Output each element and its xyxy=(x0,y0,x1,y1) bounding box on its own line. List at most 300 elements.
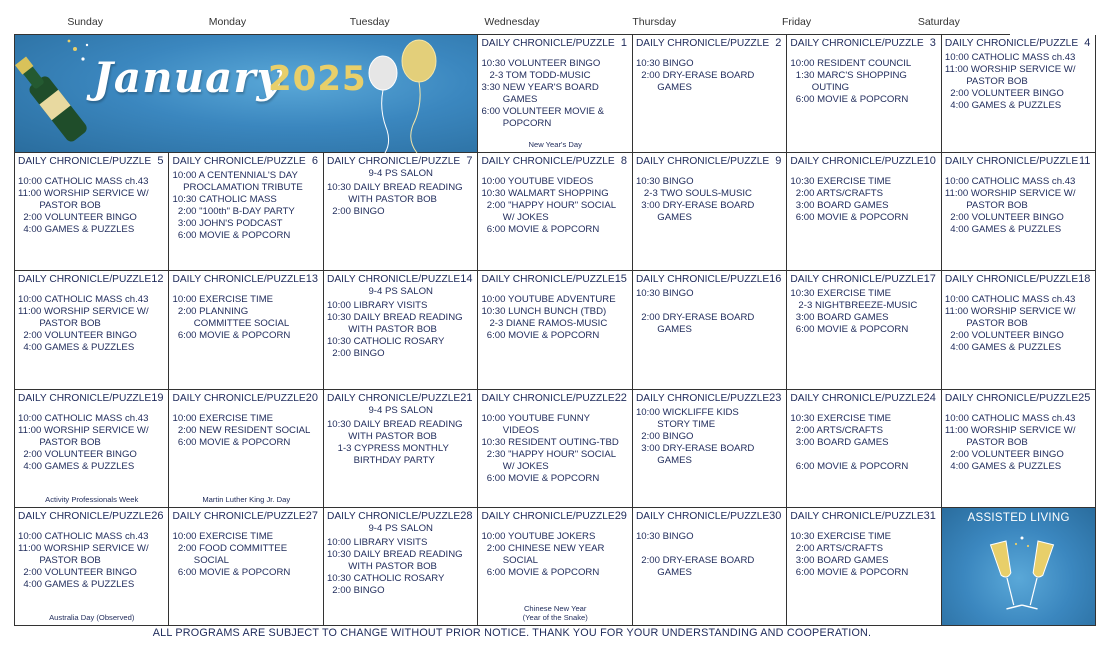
event-line: 2:00 VOLUNTEER BINGO xyxy=(18,212,137,224)
day-number: 30 xyxy=(769,509,782,522)
event-line: 10:00 WICKLIFFE KIDS xyxy=(635,406,739,418)
daily-chronicle-label: DAILY CHRONICLE/PUZZLE xyxy=(790,274,924,286)
assisted-living-label: ASSISTED LIVING xyxy=(967,511,1070,524)
day-header xyxy=(327,155,474,168)
day-number: 9 xyxy=(775,155,782,168)
event-list xyxy=(481,176,628,236)
event-line: 2:00 BINGO xyxy=(635,430,694,442)
event-line: 2:00 VOLUNTEER BINGO xyxy=(18,330,137,342)
day-cell-9 xyxy=(633,153,787,271)
event-line: 1:30 MARC'S SHOPPING xyxy=(790,70,907,81)
calendar-grid xyxy=(14,34,1091,626)
event-line: 4:00 GAMES & PUZZLES xyxy=(18,460,135,472)
event-list xyxy=(481,531,628,579)
day-cell-14 xyxy=(324,271,478,389)
event-list xyxy=(945,294,1092,354)
event-line: WITH PASTOR BOB xyxy=(326,430,437,442)
event-line: 10:00 YOUTUBE FUNNY xyxy=(481,412,591,424)
event-list xyxy=(945,52,1092,112)
champagne-bottle-icon xyxy=(15,35,95,153)
event-line: 6:00 MOVIE & POPCORN xyxy=(790,460,909,472)
event-line: 10:00 EXERCISE TIME xyxy=(172,412,274,424)
day-number: 31 xyxy=(923,509,936,522)
day-number: 23 xyxy=(769,391,782,404)
disclaimer-text: ALL PROGRAMS ARE SUBJECT TO CHANGE WITHOUT PRIOR NOTICE. THANK YOU FOR YOUR UNDERSTANDING AND COOPERATION. xyxy=(152,627,872,639)
event-line: COMMITTEE SOCIAL xyxy=(172,318,290,330)
event-line: 10:30 EXERCISE TIME xyxy=(790,530,892,542)
holiday-note-line: (Year of the Snake) xyxy=(522,612,588,622)
day-number: 15 xyxy=(614,273,627,286)
day-number: 13 xyxy=(305,273,318,286)
day-number: 1 xyxy=(620,37,627,49)
event-line: 10:30 BINGO xyxy=(635,530,694,542)
day-header xyxy=(327,273,474,286)
day-cell-12 xyxy=(15,271,169,389)
event-line: VIDEOS xyxy=(481,424,540,436)
event-line: 10:00 YOUTUBE VIDEOS xyxy=(481,176,594,188)
day-header xyxy=(790,392,937,405)
weekday-thursday: Thursday xyxy=(632,16,677,28)
event-line: 10:30 BINGO xyxy=(635,176,694,188)
event-list xyxy=(327,300,474,360)
event-line: SOCIAL xyxy=(481,554,538,566)
daily-chronicle-label: DAILY CHRONICLE/PUZZLE xyxy=(481,274,615,286)
daily-chronicle-label: DAILY CHRONICLE/PUZZLE xyxy=(944,38,1079,49)
event-line: 6:00 MOVIE & POPCORN xyxy=(172,330,291,342)
day-number: 26 xyxy=(151,509,164,522)
day-cell-30 xyxy=(633,508,787,626)
day-number: 6 xyxy=(311,155,318,168)
day-header xyxy=(18,273,165,286)
day-number: 19 xyxy=(151,391,164,404)
event-line: 10:00 CATHOLIC MASS ch.43 xyxy=(18,176,149,188)
day-header xyxy=(18,155,165,168)
event-line: 4:00 GAMES & PUZZLES xyxy=(944,342,1062,354)
event-line: 10:00 CATHOLIC MASS ch.43 xyxy=(18,412,149,424)
event-line: 11:00 WORSHIP SERVICE W/ xyxy=(18,188,149,200)
event-line: 4:00 GAMES & PUZZLES xyxy=(18,578,135,590)
event-line: 2:00 VOLUNTEER BINGO xyxy=(18,566,137,578)
event-line: 10:00 A CENTENNIAL'S DAY xyxy=(172,170,298,182)
event-line: 11:00 WORSHIP SERVICE W/ xyxy=(944,64,1076,75)
event-list xyxy=(481,58,628,130)
event-list xyxy=(790,288,937,336)
event-line: STORY TIME xyxy=(635,418,716,430)
day-number: 28 xyxy=(460,509,473,522)
event-line: GAMES xyxy=(481,94,538,105)
event-line: 10:30 EXERCISE TIME xyxy=(790,412,892,424)
event-line: 2:00 BINGO xyxy=(326,584,385,596)
holiday-note xyxy=(478,140,631,149)
event-line: 10:30 EXERCISE TIME xyxy=(790,288,892,300)
event-line: PASTOR BOB xyxy=(18,554,101,566)
day-cell-31 xyxy=(787,508,941,626)
banner-month: January xyxy=(93,53,282,102)
day-header xyxy=(790,155,937,168)
day-number: 3 xyxy=(929,37,936,49)
event-line: 11:00 WORSHIP SERVICE W/ xyxy=(18,306,149,318)
daily-chronicle-label: DAILY CHRONICLE/PUZZLE xyxy=(635,510,770,522)
event-line: PASTOR BOB xyxy=(944,436,1028,448)
daily-chronicle-label: DAILY CHRONICLE/PUZZLE xyxy=(326,392,461,404)
holiday-note xyxy=(15,495,168,504)
event-line: 6:00 MOVIE & POPCORN xyxy=(790,94,909,105)
event-line: PASTOR BOB xyxy=(18,318,101,330)
holiday-note xyxy=(478,604,631,622)
day-header xyxy=(481,273,628,286)
daily-chronicle-label: DAILY CHRONICLE/PUZZLE xyxy=(18,156,152,168)
event-line: 10:30 WALMART SHOPPING xyxy=(481,188,609,200)
event-line: 2:00 VOLUNTEER BINGO xyxy=(944,88,1064,99)
day-number: 5 xyxy=(157,155,164,168)
event-line: 2-3 NIGHTBREEZE-MUSIC xyxy=(790,300,918,312)
event-line: GAMES xyxy=(635,212,692,224)
event-line: PASTOR BOB xyxy=(944,318,1028,330)
event-line: 3:00 BOARD GAMES xyxy=(790,554,889,566)
event-list xyxy=(790,58,937,106)
event-line xyxy=(636,543,783,555)
daily-chronicle-label: DAILY CHRONICLE/PUZZLE xyxy=(172,274,306,286)
day-header xyxy=(172,392,319,405)
event-line: 4:00 GAMES & PUZZLES xyxy=(944,460,1062,472)
event-list xyxy=(18,531,165,591)
event-line: OUTING xyxy=(790,82,850,93)
day-header xyxy=(636,510,783,523)
event-line: 3:00 DRY-ERASE BOARD xyxy=(635,442,755,454)
holiday-note-line: Activity Professionals Week xyxy=(45,494,139,504)
day-number: 22 xyxy=(614,391,627,404)
event-line: 2:00 PLANNING xyxy=(172,306,249,318)
event-line: 6:00 MOVIE & POPCORN xyxy=(790,212,909,224)
event-line: 2:00 ARTS/CRAFTS xyxy=(790,188,884,200)
event-line: 4:00 GAMES & PUZZLES xyxy=(18,224,135,236)
event-line: 10:30 DAILY BREAD READING xyxy=(326,312,463,324)
event-line: 10:00 CATHOLIC MASS ch.43 xyxy=(944,176,1076,188)
event-line: GAMES xyxy=(635,324,692,336)
event-line: SOCIAL xyxy=(172,554,229,566)
weekday-monday: Monday xyxy=(208,16,247,28)
event-list xyxy=(327,419,474,467)
day-header xyxy=(18,510,165,523)
event-line: 10:00 LIBRARY VISITS xyxy=(326,300,428,312)
event-line: 2:00 FOOD COMMITTEE xyxy=(172,542,288,554)
day-cell-21 xyxy=(324,390,478,508)
weekday-sunday: Sunday xyxy=(67,16,103,28)
event-line: 10:30 LUNCH BUNCH (TBD) xyxy=(481,306,607,318)
day-cell-13 xyxy=(169,271,323,389)
day-header xyxy=(18,392,165,405)
event-line: 2:00 ARTS/CRAFTS xyxy=(790,424,884,436)
event-line: 2:00 ARTS/CRAFTS xyxy=(790,542,884,554)
event-line: BIRTHDAY PARTY xyxy=(326,454,435,466)
day-header xyxy=(636,155,783,168)
event-list xyxy=(327,537,474,597)
day-cell-26 xyxy=(15,508,169,626)
event-line: 2:00 BINGO xyxy=(326,348,385,360)
event-line: PASTOR BOB xyxy=(944,76,1028,87)
balloons-icon xyxy=(361,35,441,153)
daily-chronicle-label: DAILY CHRONICLE/PUZZLE xyxy=(18,510,152,522)
event-line: 10:30 BINGO xyxy=(635,58,694,69)
day-number: 2 xyxy=(775,37,782,49)
daily-chronicle-label: DAILY CHRONICLE/PUZZLE xyxy=(635,38,770,49)
event-line: 3:00 BOARD GAMES xyxy=(790,200,889,212)
holiday-note xyxy=(15,613,168,622)
day-header xyxy=(790,37,937,50)
event-list xyxy=(327,182,474,218)
day-cell-15 xyxy=(478,271,632,389)
event-line: 2-3 TWO SOULS-MUSIC xyxy=(635,188,752,200)
event-line: 2:00 VOLUNTEER BINGO xyxy=(944,330,1064,342)
event-line: 6:00 MOVIE & POPCORN xyxy=(172,566,291,578)
event-list xyxy=(172,294,319,342)
daily-chronicle-label: DAILY CHRONICLE/PUZZLE xyxy=(944,392,1079,404)
event-list xyxy=(636,176,783,224)
salon-note: 9-4 PS SALON xyxy=(368,168,433,180)
event-line: GAMES xyxy=(635,566,692,578)
event-line: 6:00 MOVIE & POPCORN xyxy=(172,230,291,242)
event-line: 4:00 GAMES & PUZZLES xyxy=(18,342,135,354)
holiday-note-line: Australia Day (Observed) xyxy=(49,612,135,622)
event-line: 3:00 JOHN'S PODCAST xyxy=(172,218,283,230)
day-cell-27 xyxy=(169,508,323,626)
event-line: 6:00 MOVIE & POPCORN xyxy=(481,224,600,236)
event-list xyxy=(172,413,319,449)
daily-chronicle-label: DAILY CHRONICLE/PUZZLE xyxy=(18,274,152,286)
weekday-friday: Friday xyxy=(781,16,812,28)
day-header xyxy=(636,37,783,50)
event-line: WITH PASTOR BOB xyxy=(326,324,437,336)
day-cell-4 xyxy=(942,35,1096,153)
event-list xyxy=(790,531,937,579)
day-header xyxy=(790,510,937,523)
event-line: 10:00 EXERCISE TIME xyxy=(172,530,274,542)
event-line: 2-3 TOM TODD-MUSIC xyxy=(481,70,591,81)
day-number: 29 xyxy=(614,509,627,522)
event-line xyxy=(636,300,783,312)
daily-chronicle-label: DAILY CHRONICLE/PUZZLE xyxy=(790,156,924,168)
day-header xyxy=(327,392,474,405)
event-line: 10:30 DAILY BREAD READING xyxy=(326,418,463,430)
event-line: 6:00 MOVIE & POPCORN xyxy=(481,472,600,484)
event-line: 10:30 DAILY BREAD READING xyxy=(326,548,463,560)
event-line: PASTOR BOB xyxy=(18,436,101,448)
daily-chronicle-label: DAILY CHRONICLE/PUZZLE xyxy=(481,156,615,168)
day-header xyxy=(945,155,1092,168)
holiday-note-line: Martin Luther King Jr. Day xyxy=(202,494,291,504)
day-header xyxy=(481,37,628,50)
event-line: 11:00 WORSHIP SERVICE W/ xyxy=(944,188,1076,200)
event-line: W/ JOKES xyxy=(481,212,549,224)
event-line: 11:00 WORSHIP SERVICE W/ xyxy=(18,424,149,436)
day-cell-29 xyxy=(478,508,632,626)
daily-chronicle-label: DAILY CHRONICLE/PUZZLE xyxy=(944,274,1079,286)
day-number: 4 xyxy=(1084,37,1091,49)
event-line: 10:30 EXERCISE TIME xyxy=(790,176,892,188)
daily-chronicle-label: DAILY CHRONICLE/PUZZLE xyxy=(635,156,770,168)
day-header xyxy=(636,273,783,286)
event-line: WITH PASTOR BOB xyxy=(326,560,437,572)
day-number: 25 xyxy=(1078,391,1091,404)
day-cell-11 xyxy=(942,153,1096,271)
daily-chronicle-label: DAILY CHRONICLE/PUZZLE xyxy=(172,392,306,404)
event-line: 10:00 YOUTUBE ADVENTURE xyxy=(481,294,616,306)
day-header xyxy=(790,273,937,286)
holiday-note-line: New Year's Day xyxy=(528,140,582,150)
day-number: 10 xyxy=(923,155,936,168)
day-cell-28 xyxy=(324,508,478,626)
event-line: 10:30 CATHOLIC MASS xyxy=(172,194,277,206)
event-line: 2:00 CHINESE NEW YEAR xyxy=(481,542,605,554)
event-list xyxy=(945,176,1092,236)
daily-chronicle-label: DAILY CHRONICLE/PUZZLE xyxy=(326,156,461,168)
event-line: 3:30 NEW YEAR'S BOARD xyxy=(481,82,599,93)
event-line: 11:00 WORSHIP SERVICE W/ xyxy=(18,542,149,554)
event-line: W/ JOKES xyxy=(481,460,549,472)
event-line: PROCLAMATION TRIBUTE xyxy=(172,182,303,194)
daily-chronicle-label: DAILY CHRONICLE/PUZZLE xyxy=(481,510,615,522)
day-cell-19 xyxy=(15,390,169,508)
daily-chronicle-label: DAILY CHRONICLE/PUZZLE xyxy=(790,392,924,404)
day-number: 21 xyxy=(460,391,473,404)
event-list xyxy=(790,176,937,224)
day-cell-23 xyxy=(633,390,787,508)
day-number: 8 xyxy=(620,155,627,168)
event-line: 10:30 BINGO xyxy=(635,288,694,300)
event-line: PASTOR BOB xyxy=(944,200,1028,212)
day-cell-16 xyxy=(633,271,787,389)
day-cell-2 xyxy=(633,35,787,153)
daily-chronicle-label: DAILY CHRONICLE/PUZZLE xyxy=(18,392,152,404)
event-list xyxy=(636,531,783,579)
day-cell-6 xyxy=(169,153,323,271)
event-line: 1-3 CYPRESS MONTHLY xyxy=(326,442,449,454)
day-header xyxy=(327,510,474,523)
event-line: 6:00 MOVIE & POPCORN xyxy=(790,566,909,578)
banner-year: 2025 xyxy=(268,59,367,99)
event-line: 2:00 "HAPPY HOUR" SOCIAL xyxy=(481,200,617,212)
day-cell-20 xyxy=(169,390,323,508)
daily-chronicle-label: DAILY CHRONICLE/PUZZLE xyxy=(944,156,1079,168)
holiday-note xyxy=(169,495,322,504)
day-number: 17 xyxy=(923,273,936,286)
event-line xyxy=(790,449,937,461)
assisted-living-cell xyxy=(942,508,1096,626)
event-line: 3:00 BOARD GAMES xyxy=(790,312,889,324)
event-line: 6:00 MOVIE & POPCORN xyxy=(172,436,291,448)
event-list xyxy=(18,294,165,354)
day-header xyxy=(636,392,783,405)
day-cell-25 xyxy=(942,390,1096,508)
holiday-note-line: Chinese New Year xyxy=(523,603,587,613)
event-line: 3:00 DRY-ERASE BOARD xyxy=(635,200,755,212)
day-number: 18 xyxy=(1078,273,1091,286)
event-line: GAMES xyxy=(635,454,692,466)
day-number: 11 xyxy=(1078,155,1091,168)
event-list xyxy=(636,58,783,94)
event-line: 4:00 GAMES & PUZZLES xyxy=(944,224,1062,236)
daily-chronicle-label: DAILY CHRONICLE/PUZZLE xyxy=(790,38,924,49)
event-list xyxy=(636,407,783,467)
daily-chronicle-label: DAILY CHRONICLE/PUZZLE xyxy=(481,392,615,404)
event-line: 10:00 CATHOLIC MASS ch.43 xyxy=(18,294,149,306)
day-number: 14 xyxy=(460,273,473,286)
day-cell-18 xyxy=(942,271,1096,389)
daily-chronicle-label: DAILY CHRONICLE/PUZZLE xyxy=(326,274,461,286)
day-header xyxy=(945,37,1092,50)
event-line: 10:00 CATHOLIC MASS ch.43 xyxy=(944,52,1076,63)
event-list xyxy=(172,170,319,242)
day-header xyxy=(172,510,319,523)
event-line: 2:00 DRY-ERASE BOARD xyxy=(635,312,755,324)
day-number: 24 xyxy=(923,391,936,404)
day-number: 16 xyxy=(769,273,782,286)
weekday-tuesday: Tuesday xyxy=(349,16,390,28)
event-line: 10:30 RESIDENT OUTING-TBD xyxy=(481,436,619,448)
month-banner xyxy=(15,35,478,153)
event-line: 2:00 BINGO xyxy=(326,206,385,218)
event-line: 10:30 CATHOLIC ROSARY xyxy=(326,572,445,584)
daily-chronicle-label: DAILY CHRONICLE/PUZZLE xyxy=(481,38,615,49)
event-line: 2:00 DRY-ERASE BOARD xyxy=(635,554,755,566)
event-line: 6:00 VOLUNTEER MOVIE & xyxy=(481,106,605,117)
day-header xyxy=(481,510,628,523)
salon-note: 9-4 PS SALON xyxy=(368,404,433,416)
event-line: 10:00 CATHOLIC MASS ch.43 xyxy=(944,412,1076,424)
day-header xyxy=(481,392,628,405)
event-line: 10:30 DAILY BREAD READING xyxy=(326,182,463,194)
event-line: 2:00 DRY-ERASE BOARD xyxy=(635,70,755,81)
day-cell-7 xyxy=(324,153,478,271)
event-line: 10:00 LIBRARY VISITS xyxy=(326,536,428,548)
event-line: PASTOR BOB xyxy=(18,200,101,212)
event-line: 11:00 WORSHIP SERVICE W/ xyxy=(944,424,1076,436)
event-list xyxy=(481,294,628,342)
event-list xyxy=(481,413,628,485)
day-header xyxy=(945,273,1092,286)
weekday-saturday: Saturday xyxy=(917,16,960,28)
day-number: 7 xyxy=(466,155,473,168)
daily-chronicle-label: DAILY CHRONICLE/PUZZLE xyxy=(326,510,461,522)
day-cell-10 xyxy=(787,153,941,271)
event-line: 6:00 MOVIE & POPCORN xyxy=(481,566,600,578)
day-header xyxy=(172,155,319,168)
day-cell-8 xyxy=(478,153,632,271)
day-cell-24 xyxy=(787,390,941,508)
daily-chronicle-label: DAILY CHRONICLE/PUZZLE xyxy=(172,510,306,522)
day-cell-3 xyxy=(787,35,941,153)
day-number: 27 xyxy=(305,509,318,522)
event-line: 2:00 "100th" B-DAY PARTY xyxy=(172,206,295,218)
weekday-wednesday: Wednesday xyxy=(484,16,540,28)
event-line: POPCORN xyxy=(481,118,552,129)
champagne-glasses-icon xyxy=(982,534,1062,624)
day-number: 20 xyxy=(305,391,318,404)
event-line: 2:00 NEW RESIDENT SOCIAL xyxy=(172,424,311,436)
event-list xyxy=(945,413,1092,473)
event-line: 6:00 MOVIE & POPCORN xyxy=(481,330,600,342)
day-number: 12 xyxy=(151,273,164,286)
event-line: 10:00 CATHOLIC MASS ch.43 xyxy=(18,530,149,542)
event-list xyxy=(18,176,165,236)
event-list xyxy=(18,413,165,473)
event-list xyxy=(790,413,937,473)
day-cell-17 xyxy=(787,271,941,389)
daily-chronicle-label: DAILY CHRONICLE/PUZZLE xyxy=(172,156,306,168)
event-line: 10:00 RESIDENT COUNCIL xyxy=(790,58,912,69)
day-header xyxy=(172,273,319,286)
daily-chronicle-label: DAILY CHRONICLE/PUZZLE xyxy=(635,392,770,404)
